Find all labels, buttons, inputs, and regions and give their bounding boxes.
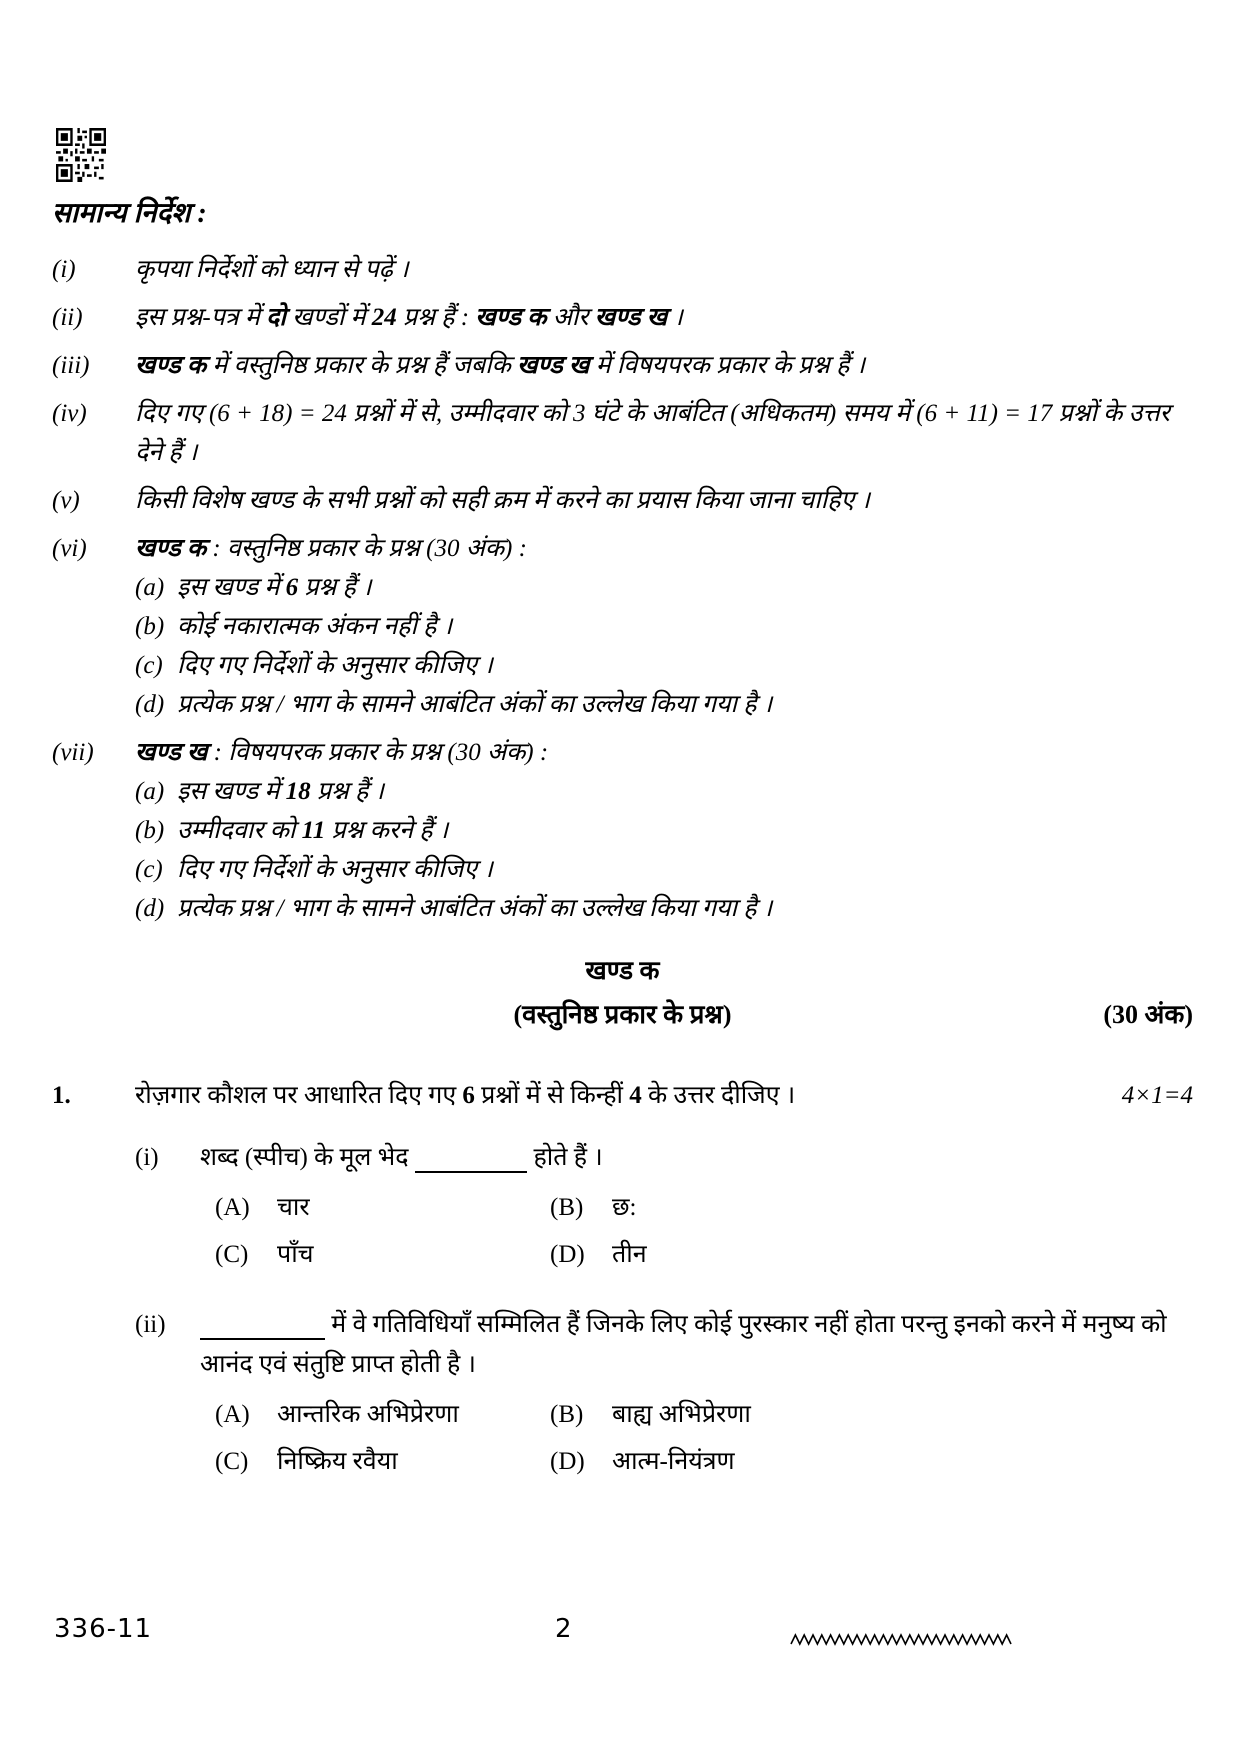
text-segment: 4 — [629, 1082, 642, 1109]
instruction-number: (ii) — [52, 304, 83, 331]
instruction-subitem — [135, 850, 1193, 889]
subitem-text — [177, 568, 1193, 607]
subquestion-text — [200, 1305, 1193, 1385]
subitem-text — [177, 850, 1193, 889]
option-a — [215, 1188, 550, 1228]
qr-code — [56, 128, 106, 182]
subquestion-number: (ii) — [135, 1311, 166, 1338]
instruction-item-v — [52, 481, 1193, 520]
option-c — [215, 1442, 550, 1482]
text-segment: प्रश्न करने हैं । — [325, 817, 449, 844]
text-segment: प्रत्येक प्रश्न / भाग के सामने आबंटित अंकों का उल्लेख किया गया है । — [177, 895, 773, 922]
text-segment: इस खण्ड में — [177, 574, 286, 601]
instruction-text — [135, 298, 1193, 337]
subitem-text — [177, 772, 1193, 811]
text-segment: कोई नकारात्मक अंकन नहीं है । — [177, 613, 453, 640]
text-segment: दिए गए (6 + 18) = 24 प्रश्नों में से, उम्मीदवार को 3 घंटे के आबंटित (अधिकतम) समय में (6 + 11) = 17 प्रश्नों के उत्तर देने हैं । — [135, 400, 1170, 466]
blank-line — [415, 1144, 528, 1173]
text-segment: 24 — [371, 304, 397, 331]
text-segment: दिए गए निर्देशों के अनुसार कीजिए । — [177, 856, 493, 883]
instruction-item-iii — [52, 346, 1193, 385]
text-segment: प्रश्न हैं । — [310, 778, 384, 805]
subquestion-text — [200, 1138, 1193, 1178]
text-segment: खण्ड क — [475, 304, 547, 331]
subquestion-number: (i) — [135, 1144, 159, 1171]
subitem-text — [177, 607, 1193, 646]
option-text: पाँच — [277, 1241, 314, 1268]
option-text: चार — [277, 1194, 310, 1221]
instruction-subitem — [135, 772, 1193, 811]
subitem-text — [177, 889, 1193, 928]
text-segment: खण्ड क — [135, 535, 207, 562]
instruction-number: (i) — [52, 256, 76, 283]
text-segment: इस प्रश्न-पत्र में — [135, 304, 267, 331]
text-segment: खण्डों में — [285, 304, 372, 331]
option-label: (C) — [215, 1448, 249, 1475]
subitem-number: (b) — [135, 613, 165, 640]
instruction-text — [135, 733, 1193, 772]
subitem-number: (c) — [135, 856, 163, 883]
subitem-number: (b) — [135, 817, 165, 844]
section-marks: (30 अंक) — [1103, 1000, 1193, 1029]
text-segment: और — [546, 304, 595, 331]
text-segment: प्रश्नों में से किन्हीं — [474, 1082, 630, 1109]
instruction-number: (vii) — [52, 739, 94, 766]
instruction-text — [135, 481, 1193, 520]
text-segment: के उत्तर दीजिए । — [641, 1082, 796, 1109]
option-d — [550, 1442, 751, 1482]
instruction-text — [135, 394, 1193, 472]
instruction-text — [135, 529, 1193, 568]
text-segment: रोज़गार कौशल पर आधारित दिए गए — [135, 1082, 463, 1109]
text-segment: शब्द (स्पीच) के मूल भेद — [200, 1144, 415, 1171]
subitem-number: (d) — [135, 691, 165, 718]
question-1 — [52, 1076, 1193, 1116]
blank-line — [200, 1311, 325, 1340]
subquestions-area — [135, 1138, 1193, 1482]
subitem-text — [177, 811, 1193, 850]
text-segment: 6 — [462, 1082, 475, 1109]
instruction-item-ii — [52, 298, 1193, 337]
subitem-number: (a) — [135, 574, 165, 601]
instruction-item-vi — [52, 529, 1193, 724]
subitem-number: (d) — [135, 895, 165, 922]
option-b — [550, 1395, 751, 1435]
instruction-number: (iii) — [52, 352, 90, 379]
subquestion-ii — [135, 1305, 1193, 1482]
text-segment: खण्ड ख — [594, 304, 668, 331]
instruction-number: (iv) — [52, 400, 87, 427]
option-c — [215, 1235, 550, 1275]
option-text: तीन — [612, 1241, 647, 1268]
instruction-subitem — [135, 607, 1193, 646]
text-segment: इस खण्ड में — [177, 778, 286, 805]
question-number: 1. — [52, 1082, 71, 1109]
text-segment: में विषयपरक प्रकार के प्रश्न हैं । — [589, 352, 866, 379]
option-text: बाह्य अभिप्रेरणा — [612, 1401, 751, 1428]
text-segment: होते हैं । — [527, 1144, 603, 1171]
text-segment: 11 — [301, 817, 326, 844]
text-segment: दिए गए निर्देशों के अनुसार कीजिए । — [177, 652, 493, 679]
text-segment: 6 — [285, 574, 299, 601]
option-a — [215, 1395, 550, 1435]
option-d — [550, 1235, 647, 1275]
instruction-item-iv — [52, 394, 1193, 472]
instruction-text — [135, 346, 1193, 385]
text-segment: कृपया निर्देशों को ध्यान से पढ़ें । — [135, 256, 409, 283]
options-grid — [215, 1188, 1193, 1275]
text-segment: । — [667, 304, 683, 331]
option-label: (A) — [215, 1401, 250, 1428]
paper-code: 336-11 — [54, 1614, 153, 1644]
subquestion-i — [135, 1138, 1193, 1275]
option-label: (D) — [550, 1448, 585, 1475]
options-grid — [215, 1395, 1193, 1482]
section-header — [52, 952, 1193, 1034]
subitem-number: (c) — [135, 652, 163, 679]
instruction-subitem — [135, 646, 1193, 685]
option-b — [550, 1188, 647, 1228]
text-segment: प्रश्न हैं । — [298, 574, 372, 601]
text-segment: किसी विशेष खण्ड के सभी प्रश्नों को सही क्रम में करने का प्रयास किया जाना चाहिए । — [135, 487, 871, 514]
instruction-subitem — [135, 568, 1193, 607]
subitem-text — [177, 646, 1193, 685]
subitem-text — [177, 685, 1193, 724]
page-footer — [52, 1610, 1193, 1654]
text-segment: उम्मीदवार को — [177, 817, 302, 844]
instruction-item-i — [52, 250, 1193, 289]
text-segment: खण्ड क — [135, 352, 207, 379]
instruction-item-vii — [52, 733, 1193, 928]
general-instructions-list — [52, 250, 1193, 928]
zigzag-line — [790, 1624, 1012, 1654]
instruction-subitem — [135, 811, 1193, 850]
text-segment: प्रत्येक प्रश्न / भाग के सामने आबंटित अंकों का उल्लेख किया गया है । — [177, 691, 773, 718]
question-marks: 4×1=4 — [1121, 1082, 1193, 1109]
subitem-number: (a) — [135, 778, 165, 805]
option-text: छ: — [612, 1194, 637, 1221]
question-text — [135, 1076, 1104, 1116]
text-segment: : वस्तुनिष्ठ प्रकार के प्रश्न (30 अंक) : — [206, 535, 527, 562]
text-segment: खण्ड ख — [135, 739, 208, 766]
instruction-subitem — [135, 685, 1193, 724]
page-number: 2 — [555, 1614, 572, 1644]
text-segment: खण्ड ख — [517, 352, 590, 379]
option-label: (B) — [550, 1194, 584, 1221]
instruction-number: (vi) — [52, 535, 87, 562]
section-title: खण्ड क — [585, 956, 660, 985]
option-text: आत्म-नियंत्रण — [612, 1448, 735, 1475]
text-segment: में वे गतिविधियाँ सम्मिलित हैं जिनके लिए कोई पुरस्कार नहीं होता परन्तु इनको करने में मनुष्य को आनंद एवं संतुष्टि प्राप्त होती है । — [200, 1311, 1167, 1378]
option-label: (A) — [215, 1194, 250, 1221]
text-segment: : विषयपरक प्रकार के प्रश्न (30 अंक) : — [207, 739, 549, 766]
option-text: निष्क्रिय रवैया — [277, 1448, 398, 1475]
instruction-number: (v) — [52, 487, 80, 514]
text-segment: दो — [266, 304, 286, 331]
text-segment: 18 — [285, 778, 311, 805]
instruction-subitem — [135, 889, 1193, 928]
section-subtitle: (वस्तुनिष्ठ प्रकार के प्रश्न) — [513, 1000, 732, 1029]
option-label: (B) — [550, 1401, 584, 1428]
option-label: (D) — [550, 1241, 585, 1268]
text-segment: प्रश्न हैं : — [396, 304, 476, 331]
option-text: आन्तरिक अभिप्रेरणा — [277, 1401, 459, 1428]
instruction-text — [135, 250, 1193, 289]
option-label: (C) — [215, 1241, 249, 1268]
text-segment: में वस्तुनिष्ठ प्रकार के प्रश्न हैं जबकि — [206, 352, 518, 379]
general-instructions-heading: सामान्य निर्देश : — [52, 198, 207, 229]
